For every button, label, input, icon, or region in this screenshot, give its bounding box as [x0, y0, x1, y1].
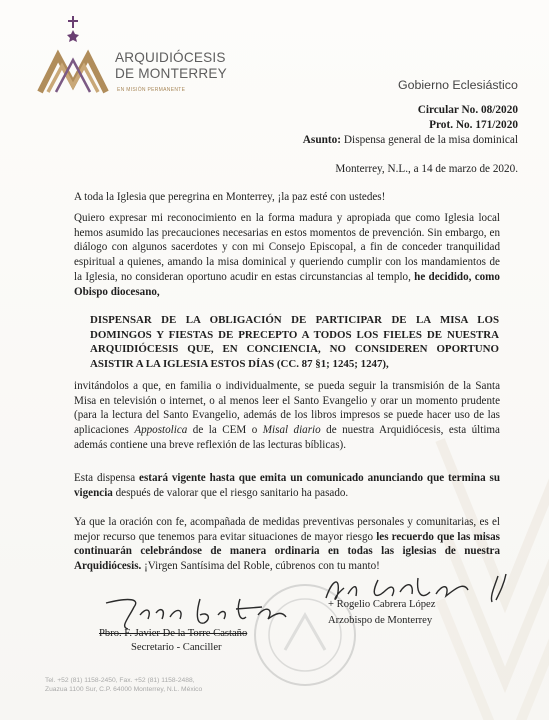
contact-footer: [45, 676, 202, 695]
body-paragraph-2: [74, 379, 500, 453]
organization-name: [115, 50, 227, 82]
body3-bold: estará vigente hasta que emita un comunicado anunciando que termina su vigencia: [74, 472, 500, 499]
archbishop-name: + Rogelio Cabrera López: [328, 599, 436, 610]
body-paragraph-4: [74, 515, 500, 574]
footer-phone: Tel. +52 (81) 1158-2450, Fax. +52 (81) 1158-2488,: [45, 677, 195, 684]
reference-block: [303, 103, 518, 148]
archbishop-title: Arzobispo de Monterrey: [328, 615, 433, 626]
secretary-title: Secretario - Canciller: [131, 642, 222, 653]
body4-bold: les recuerdo que las misas continuarán celebrándose de manera ordinaria en todas las iglesias de nuestra Arquidiócesis.: [74, 530, 500, 573]
circular-number: Circular No. 08/2020: [417, 104, 518, 116]
body2-text-c: de nuestra Arquidiócesis, esta última además contiene una breve reflexión de las lecturas bíblicas).: [74, 424, 500, 451]
greeting: A toda la Iglesia que peregrina en Monterrey, ¡la paz esté con ustedes!: [74, 191, 386, 203]
body1-text: Quiero expresar mi reconocimiento en la forma madura y apropiada que como Iglesia local hemos asumido las precauciones necesarias en estos momentos de prevención. Sin embargo, en diálogo con algunos sacerdotes y con mi Consejo Episcopal, a fin de conceder tranquilidad espiritual a quienes, amando la misa dominical y queriendo cumplir con los mandamientos de la Iglesia, no consideran oportuno acudir en estas circunstancias al templo,: [74, 212, 500, 283]
subject-label: Asunto:: [302, 134, 342, 146]
subject-value: Dispensa general de la misa dominical: [343, 134, 518, 146]
protocol-number: Prot. No. 171/2020: [429, 119, 518, 131]
org-tagline: EN MISIÓN PERMANENTE: [117, 87, 186, 93]
footer-address: Zuazua 1100 Sur, C.P. 64000 Monterrey, N.L. México: [45, 686, 203, 694]
body-paragraph-3: [74, 471, 500, 500]
org-name-line2: DE MONTERREY: [115, 66, 227, 81]
app-name-misal-diario: Misal diario: [262, 424, 321, 437]
body3-text-b: después de valorar que el riesgo sanitario ha pasado.: [115, 486, 349, 499]
dispensation-decree: DISPENSAR DE LA OBLIGACIÓN DE PARTICIPAR DE LA MISA LOS DOMINGOS Y FIESTAS DE PRECEPTO A TODOS LOS FIELES DE NUESTRA ARQUIDIÓCESIS QUE, EN CONCIENCIA, NO CONSIDEREN OPORTUNO ASISTIR A LA IGLESIA ESTOS DÍAS (CC. 87 §1; 1245; 1247),: [90, 314, 499, 371]
archdiocese-logo-icon: [34, 14, 112, 98]
secretary-name: Pbro. F. Javier De la Torre Castaño: [99, 628, 248, 639]
body2-text-b: de la CEM o: [192, 424, 258, 437]
body-paragraph-1: [74, 211, 500, 299]
body4-text-a: Ya que la oración con fe, acompañada de medidas preventivas personales y comunitarias, es el mejor recurso que tenemos para evitar situaciones de mayor riesgo: [74, 516, 500, 543]
org-name-line1: ARQUIDIÓCESIS: [115, 50, 226, 65]
department-label: Gobierno Eclesiástico: [398, 78, 518, 92]
app-name-appostolica: Appostolica: [134, 424, 188, 437]
body4-text-b: ¡Virgen Santísima del Roble, cúbrenos con tu manto!: [144, 560, 380, 573]
body1-bold: he decidido, como Obispo diocesano,: [74, 270, 500, 298]
body2-text-a: invitándolos a que, en familia o individualmente, se pueda seguir la transmisión de la Santa Misa en televisión o internet, o al menos leer el Santo Evangelio y orar un momento prudente (para la lectura del Santo Evangelio, además de los libros impresos se puede hacer uso de las aplicaciones: [74, 380, 500, 437]
body3-text-a: Esta dispensa: [74, 472, 136, 484]
letter-date: Monterrey, N.L., a 14 de marzo de 2020.: [335, 163, 518, 175]
